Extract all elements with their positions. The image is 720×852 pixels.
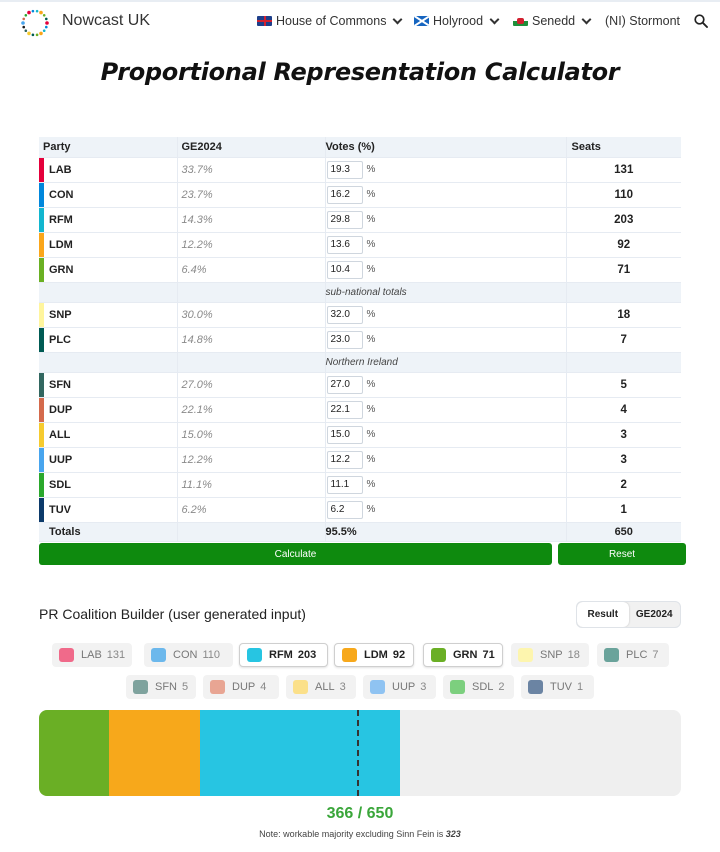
- party-code: RFM: [49, 213, 73, 226]
- chip-seat-count: 3: [420, 681, 427, 693]
- coalition-seat-bar: [39, 710, 681, 796]
- seats-value: 7: [620, 333, 627, 346]
- party-cell: [39, 497, 177, 522]
- chip-seat-count: 7: [652, 649, 659, 661]
- ge2024-cell: [177, 157, 325, 182]
- ge2024-cell: [177, 372, 325, 397]
- percent-sign: %: [366, 164, 376, 175]
- percent-sign: %: [366, 189, 376, 200]
- result-ge-toggle: [576, 601, 681, 628]
- party-code: LDM: [49, 238, 73, 251]
- votes-input[interactable]: 27.0: [327, 376, 363, 394]
- header-seats: Seats: [566, 137, 681, 157]
- nav-house-of-commons[interactable]: [257, 14, 401, 28]
- party-color-swatch: [450, 680, 465, 694]
- votes-cell: [325, 497, 566, 522]
- seats-cell: [566, 302, 681, 327]
- chip-seat-count: 71: [482, 649, 495, 661]
- party-cell: [39, 232, 177, 257]
- chip-seat-count: 131: [106, 649, 126, 661]
- party-color-swatch: [518, 648, 533, 662]
- reset-button[interactable]: Reset: [558, 543, 686, 565]
- chevron-down-icon: [582, 15, 592, 25]
- party-code: DUP: [49, 403, 73, 416]
- votes-cell: [325, 157, 566, 182]
- seats-value: 92: [617, 238, 631, 251]
- party-cell: [39, 372, 177, 397]
- chip-seat-count: 5: [182, 681, 189, 693]
- party-chip-rfm[interactable]: [239, 643, 328, 667]
- table-row: [39, 327, 681, 352]
- calculate-button[interactable]: Calculate: [39, 543, 552, 565]
- percent-sign: %: [366, 379, 376, 390]
- party-color-swatch: [210, 680, 225, 694]
- coalition-seat-total: 366 / 650: [326, 805, 394, 822]
- brand-name[interactable]: Nowcast UK: [62, 12, 151, 29]
- seats-cell: [566, 157, 681, 182]
- ge2024-cell: [177, 447, 325, 472]
- party-color-swatch: [431, 648, 446, 662]
- totals-row: [39, 522, 681, 541]
- chip-party-code: ALL: [315, 681, 335, 693]
- chip-party-code: UUP: [392, 681, 416, 693]
- chip-seat-count: 92: [392, 649, 406, 661]
- coalition-builder-title: PR Coalition Builder (user generated input): [39, 606, 306, 622]
- party-chip-sdl[interactable]: [443, 675, 514, 699]
- ge2024-cell: [177, 257, 325, 282]
- chip-party-code: DUP: [232, 681, 256, 693]
- totals-label: Totals: [39, 522, 177, 541]
- ge2024-value: 22.1%: [181, 403, 213, 416]
- party-color-swatch: [39, 373, 44, 397]
- party-chip-uup[interactable]: [363, 675, 436, 699]
- section-label: Northern Ireland: [325, 357, 398, 368]
- party-chip-ldm[interactable]: [334, 643, 414, 667]
- ge2024-value: 14.8%: [181, 333, 213, 346]
- table-row: [39, 182, 681, 207]
- seats-value: 3: [620, 428, 627, 441]
- seat-bar-segment-grn: [39, 710, 109, 796]
- seats-value: 5: [620, 378, 627, 391]
- chip-party-code: CON: [173, 649, 198, 661]
- table-row: [39, 372, 681, 397]
- party-color-swatch: [293, 680, 308, 694]
- party-code: SFN: [49, 378, 71, 391]
- votes-cell: [325, 232, 566, 257]
- top-nav: [0, 0, 720, 40]
- nav-house-of-commons-label: House of Commons: [276, 14, 387, 28]
- seats-value: 1: [620, 503, 627, 516]
- party-color-swatch: [59, 648, 74, 662]
- table-row: [39, 157, 681, 182]
- header-party: Party: [39, 137, 177, 157]
- seats-value: 2: [620, 478, 627, 491]
- votes-input[interactable]: 15.0: [327, 426, 363, 444]
- ge2024-value: 27.0%: [181, 378, 213, 391]
- totals-seats: 650: [566, 522, 681, 541]
- seats-cell: [566, 207, 681, 232]
- party-code: SDL: [49, 478, 71, 491]
- toggle-result[interactable]: Result: [577, 602, 629, 627]
- ge2024-cell: [177, 472, 325, 497]
- votes-input[interactable]: 22.1: [327, 401, 363, 419]
- percent-sign: %: [366, 214, 376, 225]
- chip-seat-count: 2: [498, 681, 505, 693]
- party-code: LAB: [49, 163, 72, 176]
- votes-cell: [325, 397, 566, 422]
- seats-cell: [566, 182, 681, 207]
- party-cell: [39, 157, 177, 182]
- party-cell: [39, 422, 177, 447]
- votes-cell: [325, 182, 566, 207]
- nav-stormont[interactable]: [605, 14, 680, 28]
- table-row: [39, 232, 681, 257]
- wales-flag-icon: [513, 16, 528, 26]
- ge2024-cell: [177, 182, 325, 207]
- chip-seat-count: 4: [260, 681, 267, 693]
- header-votes: Votes (%): [325, 137, 566, 157]
- party-cell: [39, 207, 177, 232]
- party-code: PLC: [49, 333, 71, 346]
- party-color-swatch: [39, 423, 44, 447]
- pr-calculator-table: [39, 137, 681, 542]
- majority-note-value: 323: [445, 829, 461, 839]
- party-color-swatch: [39, 448, 44, 472]
- ge2024-value: 33.7%: [181, 163, 213, 176]
- party-chip-con[interactable]: [144, 643, 233, 667]
- ge2024-cell: [177, 232, 325, 257]
- majority-note: [0, 829, 720, 839]
- ge2024-value: 12.2%: [181, 453, 213, 466]
- party-chip-plc[interactable]: [597, 643, 669, 667]
- table-row: [39, 447, 681, 472]
- party-cell: [39, 257, 177, 282]
- votes-cell: [325, 422, 566, 447]
- party-color-swatch: [604, 648, 619, 662]
- percent-sign: %: [366, 309, 376, 320]
- party-color-swatch: [39, 328, 44, 352]
- party-color-swatch: [528, 680, 543, 694]
- votes-cell: [325, 302, 566, 327]
- party-chip-sfn[interactable]: [126, 675, 196, 699]
- seats-value: 203: [614, 213, 634, 226]
- seats-value: 110: [614, 188, 634, 201]
- party-chip-grn[interactable]: [423, 643, 503, 667]
- table-row: [39, 397, 681, 422]
- seats-cell: [566, 327, 681, 352]
- seats-value: 18: [617, 308, 631, 321]
- seats-value: 4: [620, 403, 627, 416]
- party-color-swatch: [342, 648, 357, 662]
- votes-input[interactable]: 32.0: [327, 306, 363, 324]
- party-color-swatch: [370, 680, 385, 694]
- seats-cell: [566, 257, 681, 282]
- votes-input[interactable]: 19.3: [327, 161, 363, 179]
- page-title: Proportional Representation Calculator: [100, 58, 620, 86]
- majority-threshold-line: [357, 710, 359, 796]
- party-color-swatch: [39, 258, 44, 282]
- majority-note-text: Note: workable majority excluding Sinn Fein is: [259, 829, 444, 839]
- percent-sign: %: [366, 429, 376, 440]
- percent-sign: %: [366, 264, 376, 275]
- percent-sign: %: [366, 404, 376, 415]
- chip-seat-count: 18: [567, 649, 580, 661]
- percent-sign: %: [366, 504, 376, 515]
- seats-cell: [566, 232, 681, 257]
- chip-party-code: SNP: [540, 649, 563, 661]
- votes-input[interactable]: 29.8: [327, 211, 363, 229]
- percent-sign: %: [366, 334, 376, 345]
- party-code: CON: [49, 188, 74, 201]
- seats-value: 3: [620, 453, 627, 466]
- seats-value: 131: [614, 163, 634, 176]
- toggle-ge2024[interactable]: GE2024: [635, 609, 673, 620]
- table-row: [39, 422, 681, 447]
- scotland-flag-icon: [414, 16, 429, 26]
- ge2024-value: 15.0%: [181, 428, 213, 441]
- percent-sign: %: [366, 454, 376, 465]
- chevron-down-icon: [490, 15, 500, 25]
- totals-votes: 95.5%: [325, 522, 566, 541]
- party-color-swatch: [247, 648, 262, 662]
- party-color-swatch: [39, 208, 44, 232]
- party-color-swatch: [133, 680, 148, 694]
- votes-input[interactable]: 23.0: [327, 331, 363, 349]
- ge2024-cell: [177, 327, 325, 352]
- party-chip-all[interactable]: [286, 675, 356, 699]
- chip-party-code: LDM: [364, 649, 388, 661]
- ge2024-value: 12.2%: [181, 238, 213, 251]
- chip-party-code: SFN: [155, 681, 177, 693]
- party-chip-snp[interactable]: [511, 643, 589, 667]
- votes-input[interactable]: 16.2: [327, 186, 363, 204]
- ge2024-cell: [177, 302, 325, 327]
- section-label: sub-national totals: [325, 287, 407, 298]
- seats-cell: [566, 472, 681, 497]
- chip-party-code: PLC: [626, 649, 648, 661]
- seats-cell: [566, 397, 681, 422]
- votes-cell: [325, 447, 566, 472]
- nav-senedd-label: Senedd: [532, 14, 576, 28]
- party-code: UUP: [49, 453, 73, 466]
- seat-bar-segment-rfm: [200, 710, 401, 796]
- chip-seat-count: 203: [297, 649, 317, 661]
- seats-cell: [566, 447, 681, 472]
- percent-sign: %: [366, 479, 376, 490]
- party-cell: [39, 472, 177, 497]
- nav-holyrood[interactable]: [414, 14, 498, 28]
- votes-input[interactable]: 6.2: [327, 501, 363, 519]
- party-code: TUV: [49, 503, 71, 516]
- seats-cell: [566, 372, 681, 397]
- nowcast-logo-icon[interactable]: [20, 8, 50, 38]
- party-color-swatch: [39, 158, 44, 182]
- table-row: [39, 302, 681, 327]
- votes-input[interactable]: 10.4: [327, 261, 363, 279]
- search-icon[interactable]: [694, 14, 708, 28]
- chip-seat-count: 1: [577, 681, 584, 693]
- party-code: GRN: [49, 263, 74, 276]
- chip-party-code: LAB: [81, 649, 102, 661]
- table-row: [39, 472, 681, 497]
- nav-stormont-label: (NI) Stormont: [605, 14, 681, 28]
- chevron-down-icon: [393, 15, 403, 25]
- ge2024-cell: [177, 207, 325, 232]
- ge2024-value: 30.0%: [181, 308, 213, 321]
- nav-senedd[interactable]: [513, 14, 590, 28]
- votes-cell: [325, 372, 566, 397]
- votes-cell: [325, 472, 566, 497]
- votes-cell: [325, 257, 566, 282]
- table-header-row: [39, 137, 681, 157]
- party-cell: [39, 302, 177, 327]
- party-color-swatch: [151, 648, 166, 662]
- party-color-swatch: [39, 473, 44, 497]
- party-cell: [39, 182, 177, 207]
- ge2024-cell: [177, 497, 325, 522]
- party-cell: [39, 447, 177, 472]
- header-ge2024: GE2024: [177, 137, 325, 157]
- uk-flag-icon: [257, 16, 272, 26]
- party-code: SNP: [49, 308, 72, 321]
- chip-seat-count: 110: [202, 649, 220, 661]
- party-chip-tuv[interactable]: [521, 675, 594, 699]
- seats-cell: [566, 422, 681, 447]
- party-cell: [39, 397, 177, 422]
- table-row: [39, 257, 681, 282]
- party-cell: [39, 327, 177, 352]
- seat-bar-segment-ldm: [109, 710, 200, 796]
- chip-party-code: TUV: [550, 681, 572, 693]
- table-row: [39, 497, 681, 522]
- party-color-swatch: [39, 183, 44, 207]
- seats-value: 71: [617, 263, 631, 276]
- ge2024-value: 11.1%: [181, 478, 212, 491]
- seats-cell: [566, 497, 681, 522]
- party-color-swatch: [39, 398, 44, 422]
- votes-cell: [325, 207, 566, 232]
- party-color-swatch: [39, 303, 44, 327]
- ge2024-value: 6.4%: [181, 263, 207, 276]
- party-chip-dup[interactable]: [203, 675, 279, 699]
- party-color-swatch: [39, 233, 44, 257]
- ge2024-cell: [177, 397, 325, 422]
- nav-holyrood-label: Holyrood: [433, 14, 484, 28]
- party-code: ALL: [49, 428, 71, 441]
- ge2024-value: 6.2%: [181, 503, 207, 516]
- votes-input[interactable]: 12.2: [327, 451, 363, 469]
- northern-ireland-section-row: [39, 352, 681, 372]
- party-color-swatch: [39, 498, 44, 522]
- ge2024-value: 23.7%: [181, 188, 213, 201]
- votes-cell: [325, 327, 566, 352]
- votes-input[interactable]: 11.1: [327, 476, 363, 494]
- votes-input[interactable]: 13.6: [327, 236, 363, 254]
- chip-party-code: SDL: [472, 681, 494, 693]
- percent-sign: %: [366, 239, 376, 250]
- ge2024-value: 14.3%: [181, 213, 213, 226]
- chip-party-code: GRN: [453, 649, 478, 661]
- chip-party-code: RFM: [269, 649, 293, 661]
- chip-seat-count: 3: [339, 681, 346, 693]
- ge2024-cell: [177, 422, 325, 447]
- subnational-section-row: [39, 282, 681, 302]
- table-row: [39, 207, 681, 232]
- party-chip-lab[interactable]: [52, 643, 132, 667]
